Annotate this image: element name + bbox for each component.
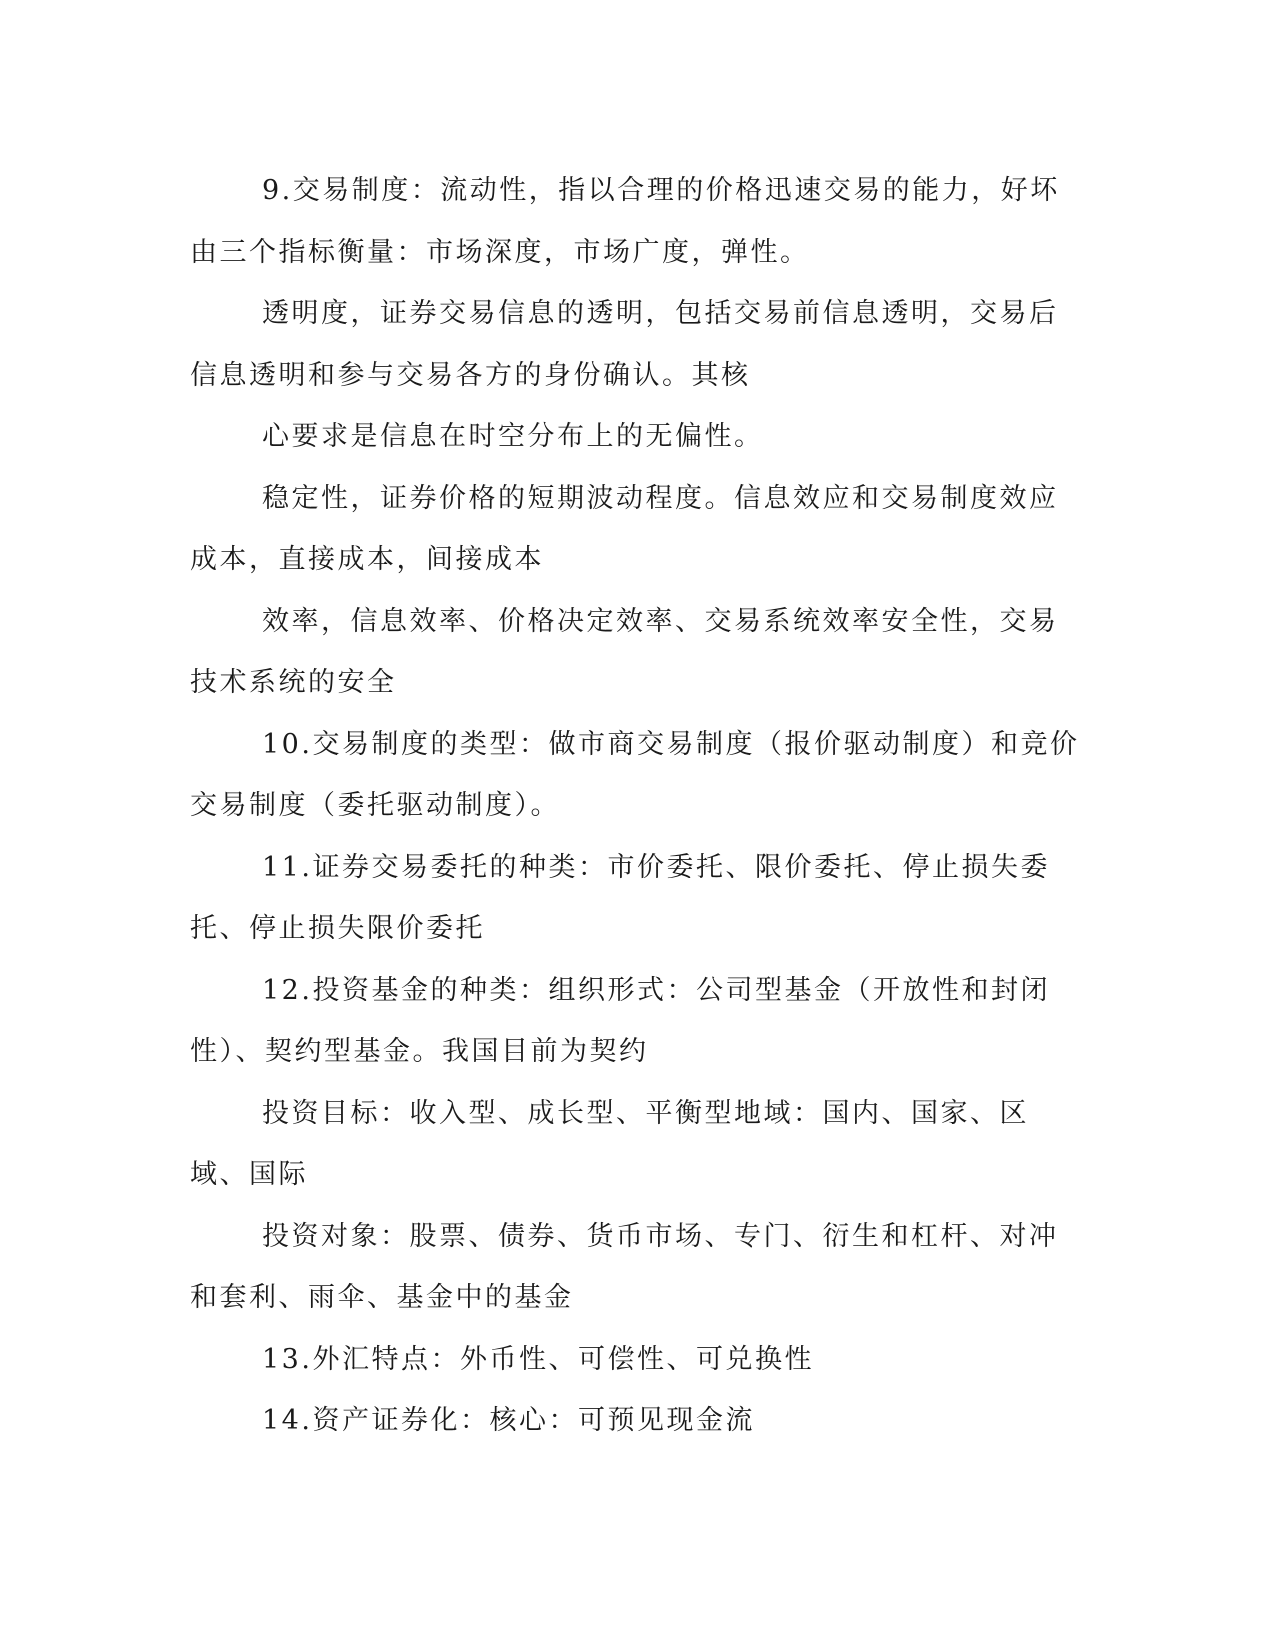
- paragraph-investment-goals: 投资目标：收入型、成长型、平衡型地域：国内、国家、区域、国际: [190, 1097, 1029, 1190]
- paragraph-stability: 稳定性，证券价格的短期波动程度。信息效应和交易制度效应成本，直接成本，间接成本: [190, 482, 1059, 575]
- paragraph-fund-types: 12.投资基金的种类：组织形式：公司型基金（开放性和封闭性）、契约型基金。我国目前为契约: [190, 974, 1050, 1067]
- paragraph-transparency: 透明度，证券交易信息的透明，包括交易前信息透明，交易后信息透明和参与交易各方的身份确认。其核: [190, 298, 1059, 391]
- paragraph-trading-system-liquidity: 9.交易制度：流动性，指以合理的价格迅速交易的能力，好坏由三个指标衡量：市场深度，市场广度，弹性。: [190, 175, 1060, 268]
- paragraph-investment-targets: 投资对象：股票、债券、货币市场、专门、衍生和杠杆、对冲和套利、雨伞、基金中的基金: [190, 1220, 1059, 1313]
- paragraph-securitization: 14.资产证券化：核心：可预见现金流: [262, 1405, 755, 1436]
- paragraph-order-types: 11.证券交易委托的种类：市价委托、限价委托、停止损失委托、停止损失限价委托: [190, 851, 1050, 944]
- paragraph-forex-features: 13.外汇特点：外币性、可偿性、可兑换性: [262, 1343, 814, 1375]
- document-body: [190, 160, 1085, 1452]
- paragraph-transparency-core: 心要求是信息在时空分布上的无偏性。: [262, 421, 764, 452]
- paragraph-trading-system-types: 10.交易制度的类型：做市商交易制度（报价驱动制度）和竞价交易制度（委托驱动制度）。: [190, 728, 1080, 821]
- paragraph-efficiency: 效率，信息效率、价格决定效率、交易系统效率安全性，交易技术系统的安全: [190, 605, 1059, 698]
